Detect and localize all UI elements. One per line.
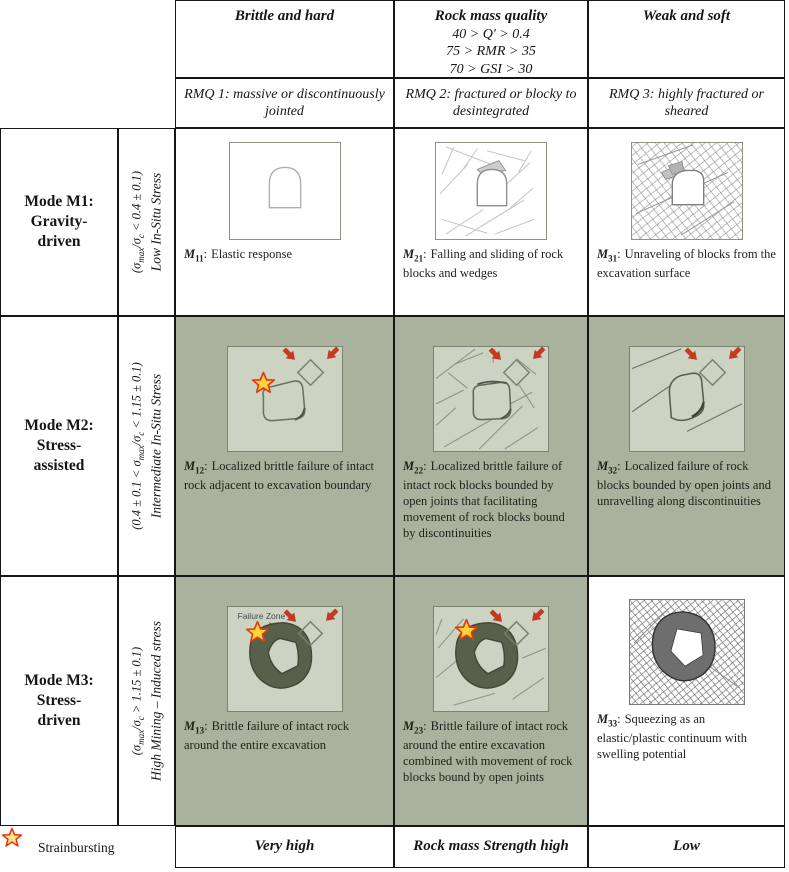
cell-m11 [175,128,394,316]
strainburst-star-icon [252,373,274,393]
rmq2-label: RMQ 2: fractured or blocky to desintegrated [405,86,577,119]
stress-diamond-icon [699,360,725,386]
m33-diagram [629,599,745,705]
m12-diagram [227,346,343,452]
cell-m23 [394,576,588,826]
rmq1-label: RMQ 1: massive or discontinuously jointed [184,86,385,119]
stress-name: Low In-Situ Stress [148,172,164,272]
failure-smudge [294,408,304,420]
jointed-spalling-tunnel-icon [434,347,548,451]
jointed-tunnel-icon [632,143,742,239]
mode-m1-label: Mode M1: Gravity- driven [0,128,118,316]
tunnel-icon [473,382,510,419]
rmq-range-gsi: 70 > GSI > 30 [449,61,533,77]
stress-label-m1 [118,128,175,316]
sheared-tunnel-icon [630,347,744,451]
rmq-range-q: 40 > Q' > 0.4 [452,26,530,42]
m11-diagram [229,142,341,240]
cell-m32 [588,316,785,576]
cell-caption: $M_{31}$: Unraveling of blocks from the excavation surface [597,247,776,281]
tunnel-icon [672,170,703,204]
header-weak-soft [588,0,785,78]
cell-caption: $M_{22}$: Localized brittle failure of intact rock blocks bounded by open joints that facilitating movement of rock blocks bound by discontinuities [403,459,565,541]
failure-zone-label: Failure Zone [237,611,286,621]
rmq-range-rmr: 75 > RMR > 35 [446,44,536,60]
cell-m33 [588,576,785,826]
stress-diamond-icon [504,360,530,386]
m13-diagram [227,606,343,712]
cell-m12 [175,316,394,576]
failure-ring-icon [228,607,342,711]
header-title: Rock mass quality [434,8,548,24]
failure-ring-jointed-icon [434,607,548,711]
strainburst-star-icon [1,827,23,849]
stress-condition: $(\sigma_{max}/\sigma_c < 0.4 \pm 0.1)$ [129,170,146,274]
header-rmq1 [175,78,394,128]
stress-label-m3 [118,576,175,826]
legend-label: Strainbursting [38,840,115,855]
cell-caption: $M_{11}$: Elastic response [184,247,293,264]
stress-condition: $(\sigma_{max}/\sigma_c > 1.15 \pm 0.1)$ [129,646,146,756]
header-title: Brittle and hard [234,8,335,24]
legend [0,826,175,868]
stress-label-m2 [118,316,175,576]
rmq3-label: RMQ 3: highly fractured or sheared [608,86,764,119]
cell-caption: $M_{21}$: Falling and sliding of rock blocks and wedges [403,247,564,281]
m22-diagram [433,346,549,452]
header-rmq2 [394,78,588,128]
header-brittle-hard [175,0,394,78]
header-rmq3 [588,78,785,128]
squeezing-ring-icon [630,600,744,704]
fractured-tunnel-icon [436,143,546,239]
header-rock-mass-quality [394,0,588,78]
empty-corner [0,0,175,128]
strength-low: Low [588,826,785,868]
cell-caption: $M_{33}$: Squeezing as an elastic/plastic continuum with swelling potential [597,712,747,762]
cell-caption: $M_{23}$: Brittle failure of intact rock around the entire excavation combined with movement of rock blocks bound by open joints [403,719,573,785]
stress-diamond-icon [297,360,323,386]
tunnel-icon [477,169,506,205]
cell-caption: $M_{12}$: Localized brittle failure of intact rock adjacent to excavation boundary [184,459,375,493]
stress-condition: $(0.4 \pm 0.1 < \sigma_{max}/\sigma_c < 1.15 \pm 0.1)$ [129,362,146,530]
tunnel-icon [230,143,340,239]
m32-diagram [629,346,745,452]
stress-name: Intermediate In-Situ Stress [148,373,164,519]
cell-m31 [588,128,785,316]
strength-high: Rock mass Strength high [394,826,588,868]
header-title: Weak and soft [642,8,731,24]
spalling-tunnel-icon [228,347,342,451]
cell-m22 [394,316,588,576]
m31-diagram [631,142,743,240]
strength-very-high: Very high [175,826,394,868]
cell-m21 [394,128,588,316]
cell-m13 [175,576,394,826]
mode-m2-label: Mode M2: Stress- assisted [0,316,118,576]
cell-caption: $M_{13}$: Brittle failure of intact rock around the entire excavation [184,719,350,753]
m23-diagram [433,606,549,712]
mode-m3-label: Mode M3: Stress- driven [0,576,118,826]
cell-caption: $M_{32}$: Localized failure of rock blocks bounded by open joints and unravelling along discontinuities [597,459,771,509]
m21-diagram [435,142,547,240]
stress-name: High Mining – Induced stress [148,621,164,781]
